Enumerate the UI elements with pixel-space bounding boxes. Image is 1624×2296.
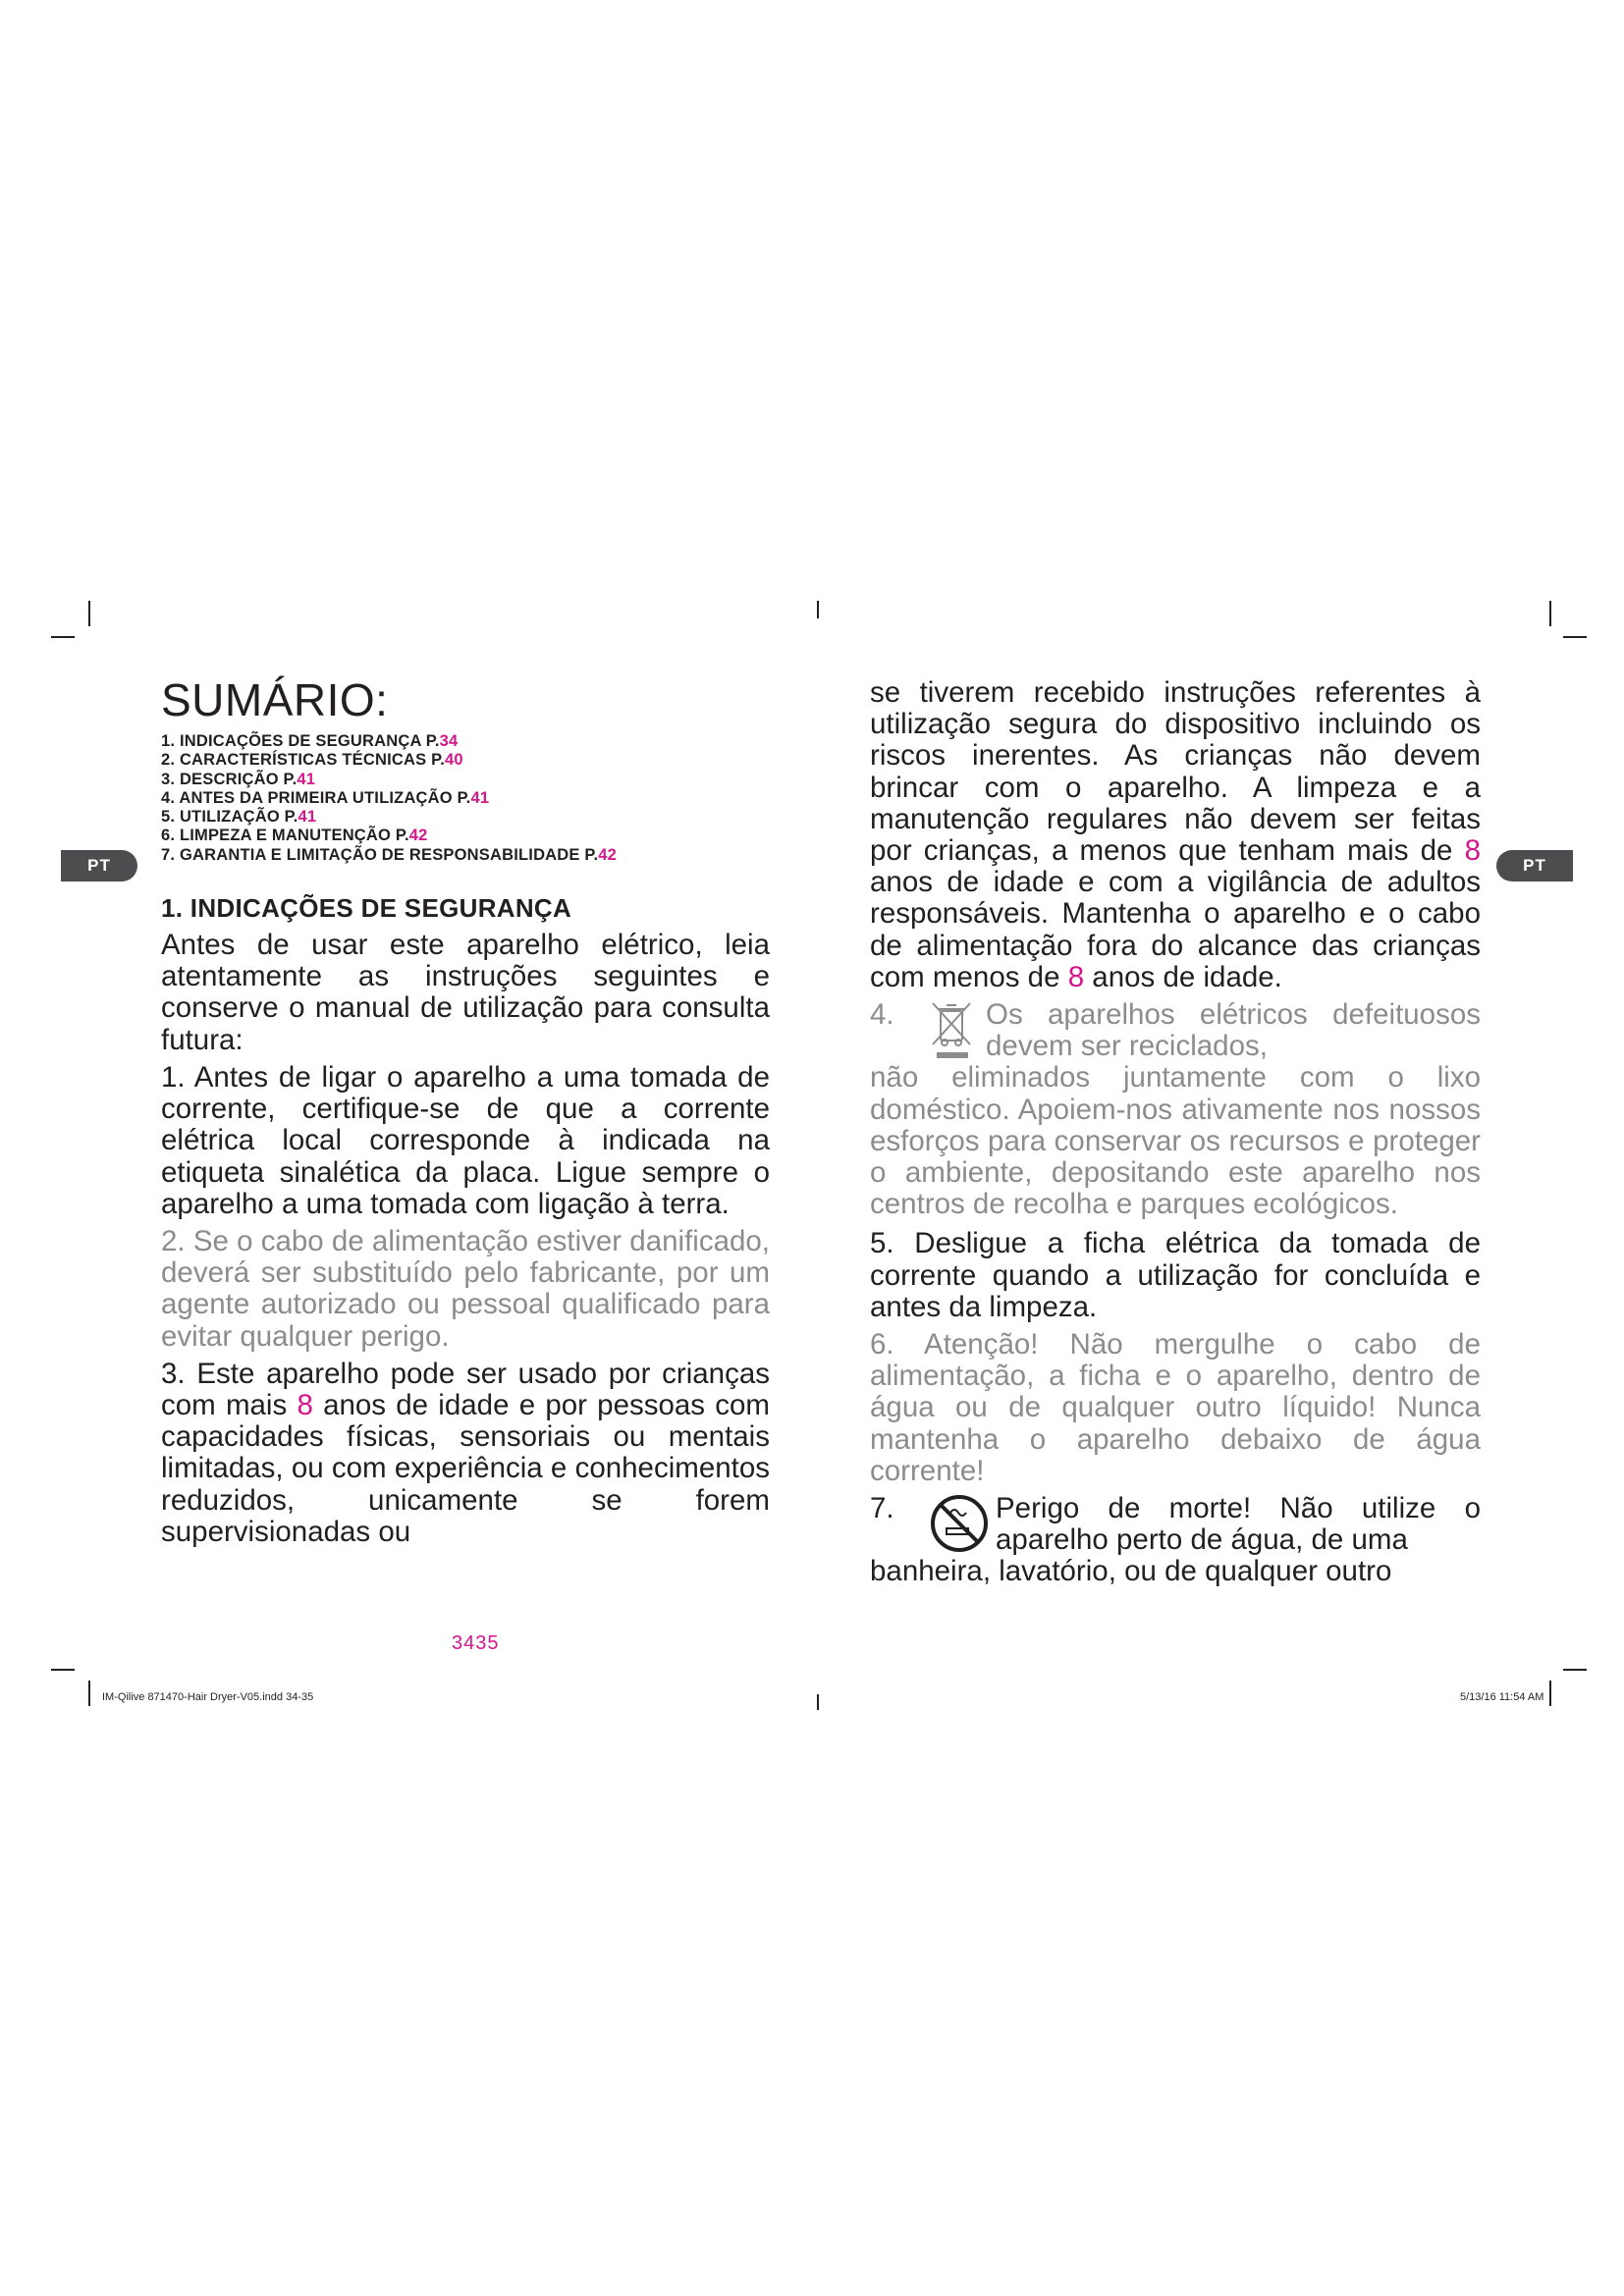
crop-mark — [51, 636, 75, 638]
age-number: 8 — [1067, 960, 1085, 993]
safety-item-4-text: Os aparelhos elétricos defeituosos devem ser reciclados, — [986, 998, 1481, 1063]
safety-item-4-text: não eliminados juntamente com o lixo doméstico. Apoiem-nos ativamente nos nossos esforços para conservar os recursos e proteger o ambiente, depositando este aparelho nos centros de recolha e parques ecológicos. — [870, 1061, 1481, 1221]
crossed-out-bin-icon — [927, 999, 980, 1062]
crop-mark — [88, 1681, 90, 1706]
right-column — [870, 677, 1481, 1594]
continued-text: anos de idade e com a vigilância de adultos responsáveis. Mantenha o aparelho e o cabo de alimentação fora do alcance das crianças com menos de — [870, 866, 1481, 993]
crop-mark — [51, 1669, 75, 1671]
toc-item-page: 41 — [297, 770, 316, 788]
crop-mark — [817, 1694, 819, 1710]
toc-item-label: 3. DESCRIÇÃO P. — [161, 770, 298, 788]
language-tab-left: PT — [61, 850, 137, 881]
safety-item-6: 6. Atenção! Não mergulhe o cabo de alimentação, a ficha e o aparelho, dentro de água ou de qualquer outro líquido! Nunca mantenha o aparelho debaixo de água corrente! — [870, 1328, 1481, 1487]
toc-item-label: 5. UTILIZAÇÃO P. — [161, 808, 298, 827]
toc-item-page: 42 — [598, 845, 618, 864]
crop-mark — [88, 601, 90, 626]
toc-item[interactable] — [161, 732, 770, 751]
toc-item-label: 7. GARANTIA E LIMITAÇÃO DE RESPONSABILIDADE P. — [161, 845, 599, 864]
toc-item-page: 42 — [408, 827, 428, 845]
age-number: 8 — [1464, 834, 1481, 868]
safety-item-3-text: 3. Este aparelho pode ser usado por crianças com mais — [161, 1357, 770, 1421]
item-number: 7. — [870, 1492, 894, 1525]
table-of-contents — [161, 732, 770, 865]
toc-item[interactable] — [161, 771, 770, 789]
toc-item-label: 2. CARACTERÍSTICAS TÉCNICAS P. — [161, 751, 445, 770]
continued-text: se tiverem recebido instruções referentes à utilização segura do dispositivo incluindo os riscos inerentes. As crianças não devem brincar com o aparelho. A limpeza e a manutenção regulares não devem ser feitas por crianças, a menos que tenham mais de — [870, 676, 1481, 868]
continued-text: anos de idade. — [1084, 960, 1282, 993]
toc-title: SUMÁRIO: — [161, 674, 389, 725]
toc-item-page: 41 — [298, 808, 317, 827]
crop-mark — [1549, 1681, 1551, 1706]
safety-item-7-text: banheira, lavatório, ou de qualquer outro — [870, 1555, 1392, 1588]
safety-item-2: 2. Se o cabo de alimentação estiver danificado, deverá ser substituído pelo fabricante, por um agente autorizado ou pessoal qualificado para evitar qualquer perigo. — [161, 1224, 770, 1353]
toc-item-label: 6. LIMPEZA E MANUTENÇÃO P. — [161, 827, 409, 845]
toc-item-label: 4. ANTES DA PRIMEIRA UTILIZAÇÃO P. — [161, 788, 471, 807]
crop-mark — [1563, 1669, 1587, 1671]
section-heading: 1. INDICAÇÕES DE SEGURANÇA — [161, 893, 572, 924]
language-tab-right: PT — [1496, 850, 1573, 881]
toc-item[interactable] — [161, 827, 770, 845]
page-number: 3435 — [452, 1632, 500, 1654]
toc-item[interactable] — [161, 808, 770, 827]
toc-item-page: 34 — [439, 732, 459, 750]
footer-filename: IM-Qilive 871470-Hair Dryer-V05.indd 34-35 — [102, 1691, 314, 1703]
intro-paragraph: Antes de usar este aparelho elétrico, leia atentamente as instruções seguintes e conserve o manual de utilização para consulta futura: — [161, 929, 770, 1056]
crop-mark — [1549, 601, 1551, 626]
crop-mark — [817, 601, 819, 618]
toc-item-page: 40 — [444, 751, 463, 770]
footer-timestamp: 5/13/16 11:54 AM — [1460, 1691, 1544, 1703]
safety-item-7 — [870, 1493, 1481, 1588]
safety-item-7-text: Perigo de morte! Não utilize o aparelho perto de água, de uma — [996, 1492, 1481, 1557]
item-number: 4. — [870, 998, 894, 1032]
toc-item[interactable] — [161, 846, 770, 865]
safety-item-5: 5. Desligue a ficha elétrica da tomada de corrente quando a utilização for concluída e antes da limpeza. — [870, 1227, 1481, 1323]
safety-item-1: 1. Antes de ligar o aparelho a uma tomada de corrente, certifique-se de que a corrente elétrica local corresponde à indicada na etiqueta sinalética da placa. Ligue sempre o aparelho a uma tomada com ligação à terra. — [161, 1060, 770, 1220]
left-column — [161, 675, 770, 1554]
no-water-icon — [929, 1493, 990, 1554]
toc-item[interactable] — [161, 751, 770, 770]
safety-item-3-text: anos de idade e por pessoas com capacidades físicas, sensoriais ou mentais limitadas, ou com experiência e conhecimentos reduzidos, unicamente se forem supervisionadas ou — [161, 1388, 770, 1548]
age-number: 8 — [297, 1388, 313, 1421]
toc-item[interactable] — [161, 789, 770, 808]
continued-paragraph — [870, 677, 1481, 993]
toc-item-page: 41 — [470, 788, 490, 807]
safety-item-3 — [161, 1359, 770, 1548]
crop-mark — [1563, 636, 1587, 638]
safety-item-4 — [870, 999, 1481, 1220]
toc-item-label: 1. INDICAÇÕES DE SEGURANÇA P. — [161, 732, 440, 750]
